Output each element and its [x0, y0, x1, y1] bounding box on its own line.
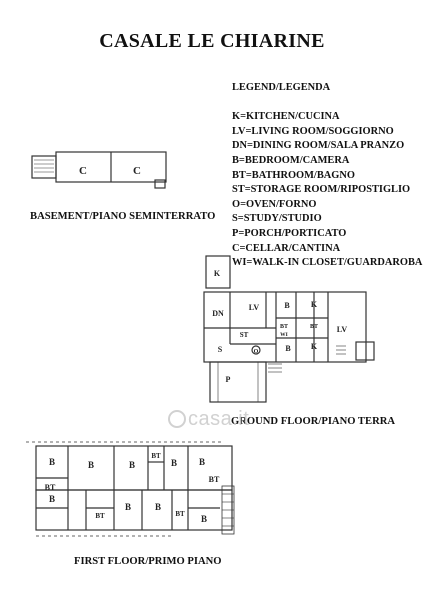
legend-item: S=STUDY/STUDIO [232, 213, 322, 225]
room-label: O [253, 349, 259, 355]
room-label: C [79, 165, 87, 177]
room-label: B [170, 458, 178, 468]
legend-item: WI=WALK-IN CLOSET/GUARDAROBA [232, 257, 423, 269]
room-label: B [87, 460, 95, 470]
first-floor-caption: FIRST FLOOR/PRIMO PIANO [74, 556, 222, 567]
room-label: B [285, 344, 291, 353]
ground-floor-caption: GROUND FLOOR/PIANO TERRA [231, 416, 396, 427]
legend-item: K=KITCHEN/CUCINA [232, 111, 340, 123]
basement-caption: BASEMENT/PIANO SEMINTERRATO [30, 211, 216, 222]
watermark-text: casa.it [188, 408, 250, 430]
page-title: CASALE LE CHIARINE [99, 30, 325, 52]
room-label: LV [336, 325, 348, 334]
room-label: B [48, 457, 56, 467]
room-label: K [310, 300, 318, 309]
room-label: B [284, 301, 290, 310]
room-label: B [154, 502, 162, 512]
room-label: BT [44, 483, 56, 492]
room-label: BT [151, 452, 161, 460]
room-label: B [200, 514, 208, 524]
room-label: DN [212, 309, 224, 318]
legend-item: LV=LIVING ROOM/SOGGIORNO [232, 125, 394, 137]
legend-item: C=CELLAR/CANTINA [232, 242, 341, 254]
room-label: K [213, 269, 221, 278]
legend-item: P=PORCH/PORTICATO [232, 227, 347, 239]
room-label: B [48, 494, 56, 504]
room-label: P [225, 375, 231, 384]
room-label: BT [175, 510, 185, 518]
room-label: LV [248, 303, 260, 312]
watermark [168, 408, 249, 431]
legend-item: O=OVEN/FORNO [232, 198, 317, 210]
first-floor-plan [22, 438, 240, 542]
room-label: BT [95, 512, 105, 520]
legend-item: B=BEDROOM/CAMERA [232, 154, 350, 166]
room-label: BT [309, 324, 319, 330]
legend-item: ST=STORAGE ROOM/RIPOSTIGLIO [232, 184, 411, 196]
room-label: WI [280, 332, 288, 338]
room-label: ST [239, 331, 249, 339]
ground-floor-plan [196, 254, 386, 404]
room-label: B [128, 460, 136, 470]
room-label: BT [208, 475, 220, 484]
room-label: BT [279, 324, 289, 330]
house-icon [168, 410, 186, 428]
room-label: S [217, 345, 223, 354]
room-label: B [198, 457, 206, 467]
legend-item: DN=DINING ROOM/SALA PRANZO [232, 140, 405, 152]
legend [232, 81, 422, 271]
basement-plan [26, 140, 176, 194]
legend-item: BT=BATHROOM/BAGNO [232, 169, 355, 181]
room-label: C [133, 165, 141, 177]
room-label: B [124, 502, 132, 512]
room-label: K [310, 342, 318, 351]
legend-heading: LEGEND/LEGENDA [232, 82, 331, 93]
